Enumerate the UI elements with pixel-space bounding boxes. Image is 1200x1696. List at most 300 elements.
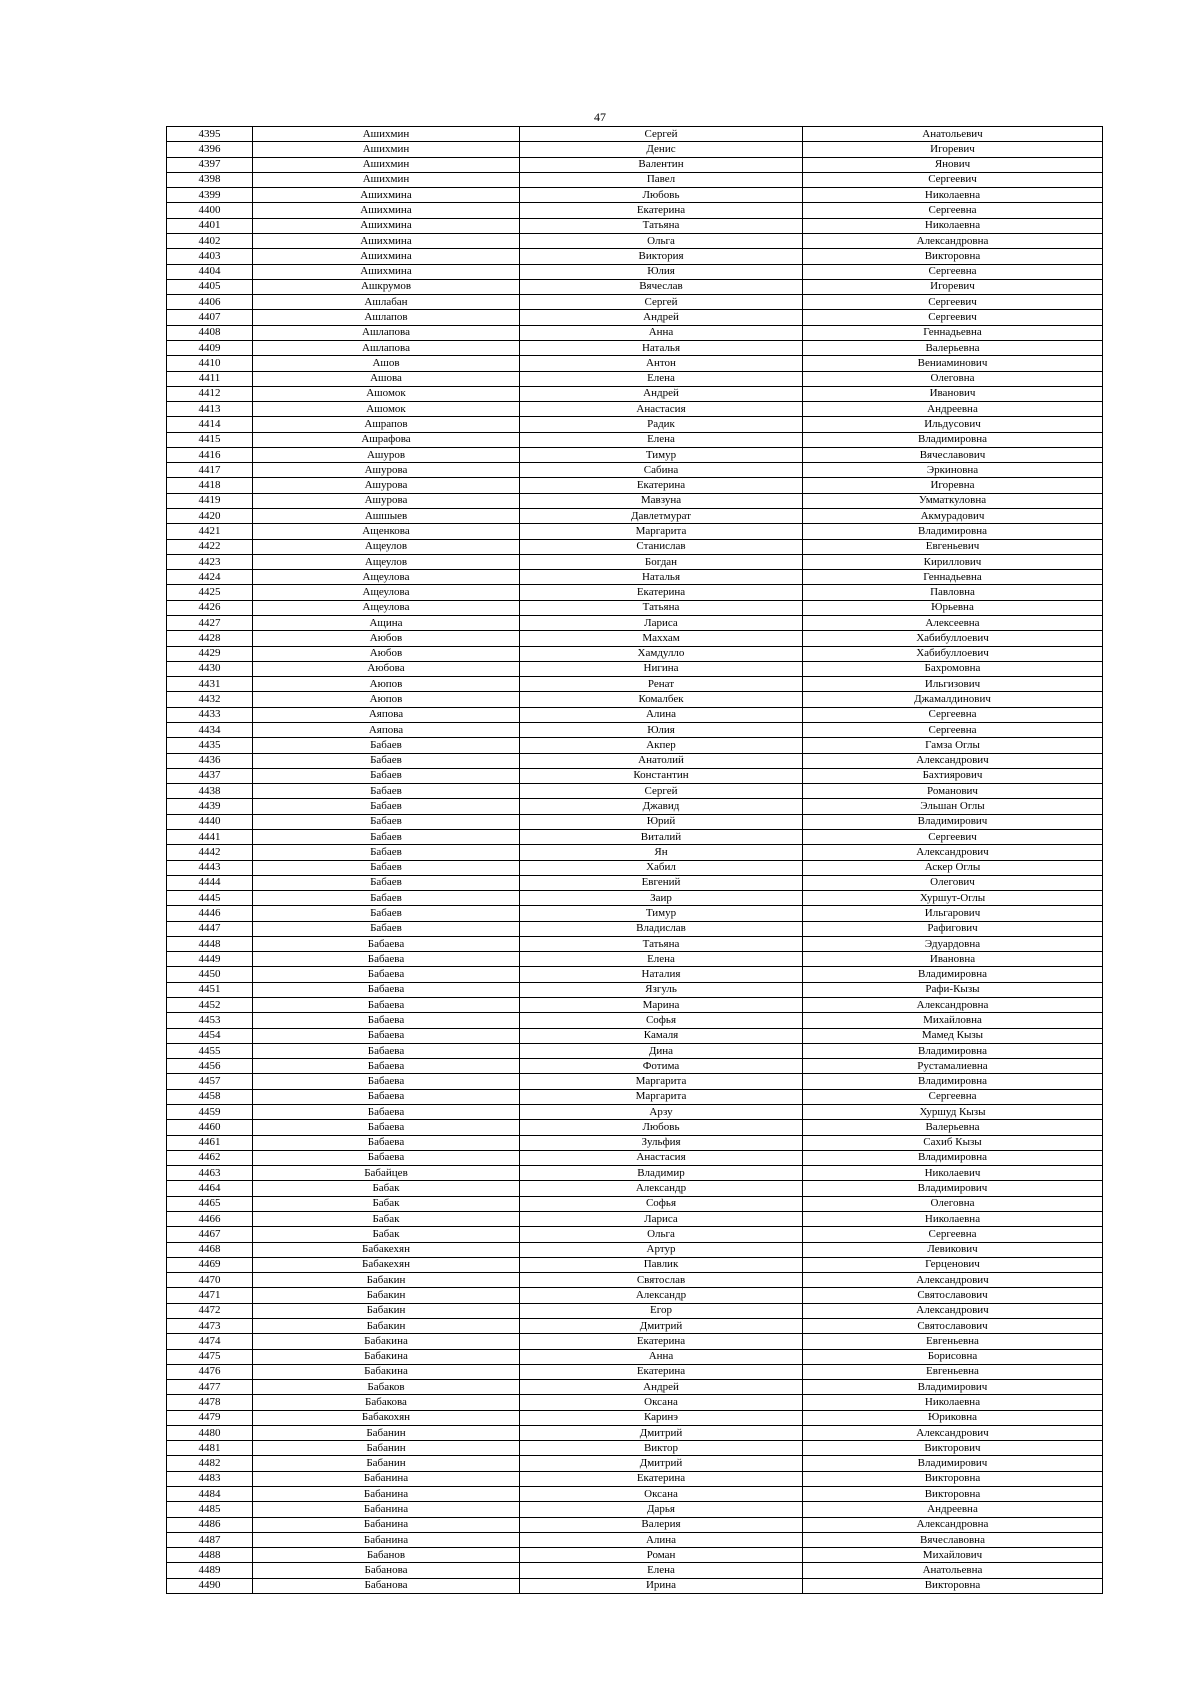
first-name-cell: Виталий [520,829,803,844]
first-name-cell: Маргарита [520,1074,803,1089]
patronymic-cell: Геннадьевна [803,570,1103,585]
row-number-cell: 4481 [167,1441,253,1456]
patronymic-cell: Хабибуллоевич [803,631,1103,646]
table-row [167,325,1103,340]
patronymic-cell: Алексеевна [803,616,1103,631]
patronymic-cell: Владимировна [803,1074,1103,1089]
table-row [167,952,1103,967]
patronymic-cell: Николаевна [803,1211,1103,1226]
first-name-cell: Екатерина [520,1334,803,1349]
patronymic-cell: Александровна [803,998,1103,1013]
table-row [167,340,1103,355]
patronymic-cell: Вячеславович [803,447,1103,462]
table-row [167,1532,1103,1547]
last-name-cell: Ашомок [253,386,520,401]
row-number-cell: 4478 [167,1395,253,1410]
table-row [167,432,1103,447]
first-name-cell: Лариса [520,1211,803,1226]
patronymic-cell: Андреевна [803,1502,1103,1517]
table-row [167,677,1103,692]
patronymic-cell: Герценович [803,1257,1103,1272]
row-number-cell: 4486 [167,1517,253,1532]
last-name-cell: Ашихмин [253,172,520,187]
patronymic-cell: Бахромовна [803,661,1103,676]
last-name-cell: Бабаев [253,753,520,768]
table-row [167,279,1103,294]
row-number-cell: 4459 [167,1105,253,1120]
patronymic-cell: Викторович [803,1441,1103,1456]
first-name-cell: Анастасия [520,1150,803,1165]
patronymic-cell: Владимирович [803,814,1103,829]
last-name-cell: Ашихмина [253,188,520,203]
table-row [167,1288,1103,1303]
row-number-cell: 4397 [167,157,253,172]
table-row [167,921,1103,936]
last-name-cell: Бабаева [253,998,520,1013]
patronymic-cell: Александрович [803,1273,1103,1288]
first-name-cell: Андрей [520,1380,803,1395]
row-number-cell: 4475 [167,1349,253,1364]
first-name-cell: Дарья [520,1502,803,1517]
roster-table [166,126,1103,1594]
table-row [167,646,1103,661]
row-number-cell: 4405 [167,279,253,294]
row-number-cell: 4428 [167,631,253,646]
last-name-cell: Ашлапова [253,340,520,355]
last-name-cell: Бабанин [253,1425,520,1440]
last-name-cell: Бабайцев [253,1166,520,1181]
first-name-cell: Святослав [520,1273,803,1288]
row-number-cell: 4430 [167,661,253,676]
first-name-cell: Елена [520,432,803,447]
patronymic-cell: Ильгизович [803,677,1103,692]
patronymic-cell: Эльшан Оглы [803,799,1103,814]
table-row [167,1166,1103,1181]
last-name-cell: Аюбов [253,631,520,646]
patronymic-cell: Михайлович [803,1548,1103,1563]
row-number-cell: 4456 [167,1059,253,1074]
patronymic-cell: Олеговна [803,371,1103,386]
patronymic-cell: Игоревна [803,478,1103,493]
row-number-cell: 4431 [167,677,253,692]
row-number-cell: 4412 [167,386,253,401]
table-row [167,936,1103,951]
row-number-cell: 4407 [167,310,253,325]
table-row [167,738,1103,753]
first-name-cell: Комалбек [520,692,803,707]
table-row [167,1425,1103,1440]
patronymic-cell: Гамза Оглы [803,738,1103,753]
table-row [167,1578,1103,1593]
table-row [167,707,1103,722]
row-number-cell: 4458 [167,1089,253,1104]
first-name-cell: Егор [520,1303,803,1318]
row-number-cell: 4409 [167,340,253,355]
row-number-cell: 4480 [167,1425,253,1440]
first-name-cell: Артур [520,1242,803,1257]
last-name-cell: Аюбова [253,661,520,676]
row-number-cell: 4447 [167,921,253,936]
first-name-cell: Алина [520,1532,803,1547]
table-row [167,906,1103,921]
first-name-cell: Павел [520,172,803,187]
table-row [167,554,1103,569]
table-row [167,509,1103,524]
table-row [167,142,1103,157]
first-name-cell: Давлетмурат [520,509,803,524]
last-name-cell: Бабакехян [253,1242,520,1257]
patronymic-cell: Александрович [803,753,1103,768]
first-name-cell: Виктор [520,1441,803,1456]
row-number-cell: 4441 [167,829,253,844]
first-name-cell: Богдан [520,554,803,569]
first-name-cell: Вячеслав [520,279,803,294]
row-number-cell: 4426 [167,600,253,615]
row-number-cell: 4444 [167,875,253,890]
table-row [167,1120,1103,1135]
table-row [167,1456,1103,1471]
row-number-cell: 4451 [167,982,253,997]
patronymic-cell: Юрьевна [803,600,1103,615]
last-name-cell: Ашомок [253,402,520,417]
last-name-cell: Бабакин [253,1288,520,1303]
table-row [167,1548,1103,1563]
row-number-cell: 4399 [167,188,253,203]
row-number-cell: 4404 [167,264,253,279]
table-row [167,188,1103,203]
last-name-cell: Бабаев [253,875,520,890]
row-number-cell: 4454 [167,1028,253,1043]
last-name-cell: Ашихмина [253,249,520,264]
table-row [167,616,1103,631]
patronymic-cell: Святославович [803,1318,1103,1333]
table-row [167,402,1103,417]
patronymic-cell: Вячеславовна [803,1532,1103,1547]
table-row [167,631,1103,646]
row-number-cell: 4484 [167,1487,253,1502]
last-name-cell: Бабаева [253,1028,520,1043]
last-name-cell: Бабак [253,1227,520,1242]
row-number-cell: 4476 [167,1364,253,1379]
row-number-cell: 4400 [167,203,253,218]
patronymic-cell: Викторовна [803,1471,1103,1486]
row-number-cell: 4467 [167,1227,253,1242]
table-row [167,1364,1103,1379]
first-name-cell: Екатерина [520,203,803,218]
last-name-cell: Бабанина [253,1517,520,1532]
row-number-cell: 4422 [167,539,253,554]
last-name-cell: Ашлапов [253,310,520,325]
patronymic-cell: Иванович [803,386,1103,401]
patronymic-cell: Владимировна [803,1150,1103,1165]
first-name-cell: Анна [520,1349,803,1364]
patronymic-cell: Николаевна [803,218,1103,233]
last-name-cell: Бабаева [253,982,520,997]
last-name-cell: Бабаева [253,1074,520,1089]
last-name-cell: Бабаев [253,891,520,906]
table-row [167,692,1103,707]
table-row [167,157,1103,172]
patronymic-cell: Александрович [803,845,1103,860]
last-name-cell: Бабак [253,1181,520,1196]
row-number-cell: 4452 [167,998,253,1013]
last-name-cell: Бабанина [253,1471,520,1486]
patronymic-cell: Сергеевна [803,203,1103,218]
first-name-cell: Сабина [520,463,803,478]
table-row [167,982,1103,997]
patronymic-cell: Сергеевич [803,310,1103,325]
row-number-cell: 4421 [167,524,253,539]
row-number-cell: 4427 [167,616,253,631]
patronymic-cell: Евгеньевич [803,539,1103,554]
row-number-cell: 4424 [167,570,253,585]
patronymic-cell: Викторовна [803,1578,1103,1593]
first-name-cell: Ирина [520,1578,803,1593]
patronymic-cell: Умматкуловна [803,493,1103,508]
first-name-cell: Дина [520,1043,803,1058]
patronymic-cell: Викторовна [803,1487,1103,1502]
row-number-cell: 4417 [167,463,253,478]
first-name-cell: Ян [520,845,803,860]
patronymic-cell: Сергеевич [803,295,1103,310]
last-name-cell: Бабак [253,1196,520,1211]
first-name-cell: Татьяна [520,936,803,951]
last-name-cell: Бабанина [253,1502,520,1517]
row-number-cell: 4418 [167,478,253,493]
patronymic-cell: Николаевна [803,1395,1103,1410]
table-row [167,1380,1103,1395]
last-name-cell: Ашов [253,356,520,371]
last-name-cell: Бабакина [253,1364,520,1379]
patronymic-cell: Евгеньевна [803,1334,1103,1349]
table-row [167,784,1103,799]
patronymic-cell: Романович [803,784,1103,799]
last-name-cell: Ащина [253,616,520,631]
last-name-cell: Бабаева [253,967,520,982]
patronymic-cell: Михайловна [803,1013,1103,1028]
first-name-cell: Наталия [520,967,803,982]
first-name-cell: Ренат [520,677,803,692]
table-row [167,967,1103,982]
first-name-cell: Екатерина [520,585,803,600]
last-name-cell: Ашихмин [253,142,520,157]
table-row [167,1502,1103,1517]
first-name-cell: Павлик [520,1257,803,1272]
first-name-cell: Мавзуна [520,493,803,508]
table-row [167,1257,1103,1272]
table-row [167,860,1103,875]
last-name-cell: Бабаева [253,1013,520,1028]
row-number-cell: 4448 [167,936,253,951]
row-number-cell: 4396 [167,142,253,157]
first-name-cell: Сергей [520,127,803,142]
table-row [167,1028,1103,1043]
last-name-cell: Ашшыев [253,509,520,524]
first-name-cell: Александр [520,1181,803,1196]
last-name-cell: Бабаев [253,768,520,783]
table-row [167,371,1103,386]
patronymic-cell: Олегович [803,875,1103,890]
last-name-cell: Бабакова [253,1395,520,1410]
first-name-cell: Арзу [520,1105,803,1120]
first-name-cell: Станислав [520,539,803,554]
table-row [167,1349,1103,1364]
patronymic-cell: Викторовна [803,249,1103,264]
patronymic-cell: Акмурадович [803,509,1103,524]
table-row [167,1471,1103,1486]
patronymic-cell: Владимировна [803,1043,1103,1058]
table-row [167,1517,1103,1532]
table-row [167,1196,1103,1211]
table-row [167,249,1103,264]
table-row [167,1013,1103,1028]
table-row [167,1059,1103,1074]
row-number-cell: 4460 [167,1120,253,1135]
row-number-cell: 4450 [167,967,253,982]
row-number-cell: 4487 [167,1532,253,1547]
row-number-cell: 4446 [167,906,253,921]
patronymic-cell: Евгеньевна [803,1364,1103,1379]
row-number-cell: 4472 [167,1303,253,1318]
table-row [167,1563,1103,1578]
table-row [167,127,1103,142]
first-name-cell: Заир [520,891,803,906]
patronymic-cell: Ильгарович [803,906,1103,921]
page-number: 47 [594,110,606,124]
patronymic-cell: Владимирович [803,1380,1103,1395]
table-row [167,1043,1103,1058]
last-name-cell: Бабакин [253,1318,520,1333]
table-row [167,998,1103,1013]
last-name-cell: Ащеулова [253,570,520,585]
patronymic-cell: Кириллович [803,554,1103,569]
last-name-cell: Бабанина [253,1487,520,1502]
first-name-cell: Юлия [520,264,803,279]
table-row [167,1334,1103,1349]
first-name-cell: Денис [520,142,803,157]
first-name-cell: Сергей [520,295,803,310]
table-row [167,1318,1103,1333]
row-number-cell: 4443 [167,860,253,875]
last-name-cell: Аяпова [253,707,520,722]
table-row [167,1089,1103,1104]
first-name-cell: Елена [520,1563,803,1578]
first-name-cell: Константин [520,768,803,783]
last-name-cell: Ашихмин [253,157,520,172]
patronymic-cell: Александрович [803,1425,1103,1440]
row-number-cell: 4466 [167,1211,253,1226]
first-name-cell: Евгений [520,875,803,890]
last-name-cell: Ашихмина [253,233,520,248]
patronymic-cell: Александровна [803,233,1103,248]
first-name-cell: Ольга [520,1227,803,1242]
row-number-cell: 4435 [167,738,253,753]
first-name-cell: Хамдулло [520,646,803,661]
patronymic-cell: Ильдусович [803,417,1103,432]
first-name-cell: Оксана [520,1487,803,1502]
row-number-cell: 4474 [167,1334,253,1349]
last-name-cell: Ашихмина [253,218,520,233]
patronymic-cell: Аскер Оглы [803,860,1103,875]
patronymic-cell: Владимировна [803,432,1103,447]
first-name-cell: Антон [520,356,803,371]
row-number-cell: 4490 [167,1578,253,1593]
row-number-cell: 4464 [167,1181,253,1196]
last-name-cell: Ащеулова [253,585,520,600]
last-name-cell: Бабакохян [253,1410,520,1425]
last-name-cell: Бабанин [253,1456,520,1471]
table-row [167,386,1103,401]
patronymic-cell: Владимировна [803,967,1103,982]
patronymic-cell: Николаевич [803,1166,1103,1181]
table-row [167,493,1103,508]
first-name-cell: Софья [520,1196,803,1211]
row-number-cell: 4457 [167,1074,253,1089]
row-number-cell: 4463 [167,1166,253,1181]
table-row [167,891,1103,906]
table-row [167,600,1103,615]
first-name-cell: Анатолий [520,753,803,768]
last-name-cell: Аяпова [253,722,520,737]
row-number-cell: 4449 [167,952,253,967]
row-number-cell: 4437 [167,768,253,783]
row-number-cell: 4479 [167,1410,253,1425]
patronymic-cell: Сергеевна [803,707,1103,722]
row-number-cell: 4401 [167,218,253,233]
row-number-cell: 4439 [167,799,253,814]
row-number-cell: 4470 [167,1273,253,1288]
first-name-cell: Валерия [520,1517,803,1532]
table-row [167,1211,1103,1226]
table-row [167,295,1103,310]
patronymic-cell: Янович [803,157,1103,172]
patronymic-cell: Сергеевич [803,172,1103,187]
last-name-cell: Бабаев [253,860,520,875]
first-name-cell: Елена [520,371,803,386]
patronymic-cell: Игоревич [803,279,1103,294]
last-name-cell: Бабаев [253,921,520,936]
table-row [167,356,1103,371]
patronymic-cell: Андреевна [803,402,1103,417]
table-row [167,1074,1103,1089]
row-number-cell: 4442 [167,845,253,860]
table-row [167,1441,1103,1456]
patronymic-cell: Валерьевна [803,1120,1103,1135]
last-name-cell: Бабаева [253,1043,520,1058]
patronymic-cell: Сергеевна [803,1227,1103,1242]
table-row [167,1135,1103,1150]
last-name-cell: Ащеулова [253,600,520,615]
first-name-cell: Тимур [520,906,803,921]
patronymic-cell: Рустамалиевна [803,1059,1103,1074]
first-name-cell: Татьяна [520,218,803,233]
last-name-cell: Ашихмин [253,127,520,142]
patronymic-cell: Левикович [803,1242,1103,1257]
patronymic-cell: Хабибуллоевич [803,646,1103,661]
patronymic-cell: Ивановна [803,952,1103,967]
row-number-cell: 4414 [167,417,253,432]
row-number-cell: 4403 [167,249,253,264]
first-name-cell: Марина [520,998,803,1013]
patronymic-cell: Мамед Кызы [803,1028,1103,1043]
row-number-cell: 4406 [167,295,253,310]
last-name-cell: Бабаева [253,936,520,951]
first-name-cell: Екатерина [520,478,803,493]
table-row [167,264,1103,279]
first-name-cell: Дмитрий [520,1425,803,1440]
first-name-cell: Язгуль [520,982,803,997]
last-name-cell: Ашуров [253,447,520,462]
